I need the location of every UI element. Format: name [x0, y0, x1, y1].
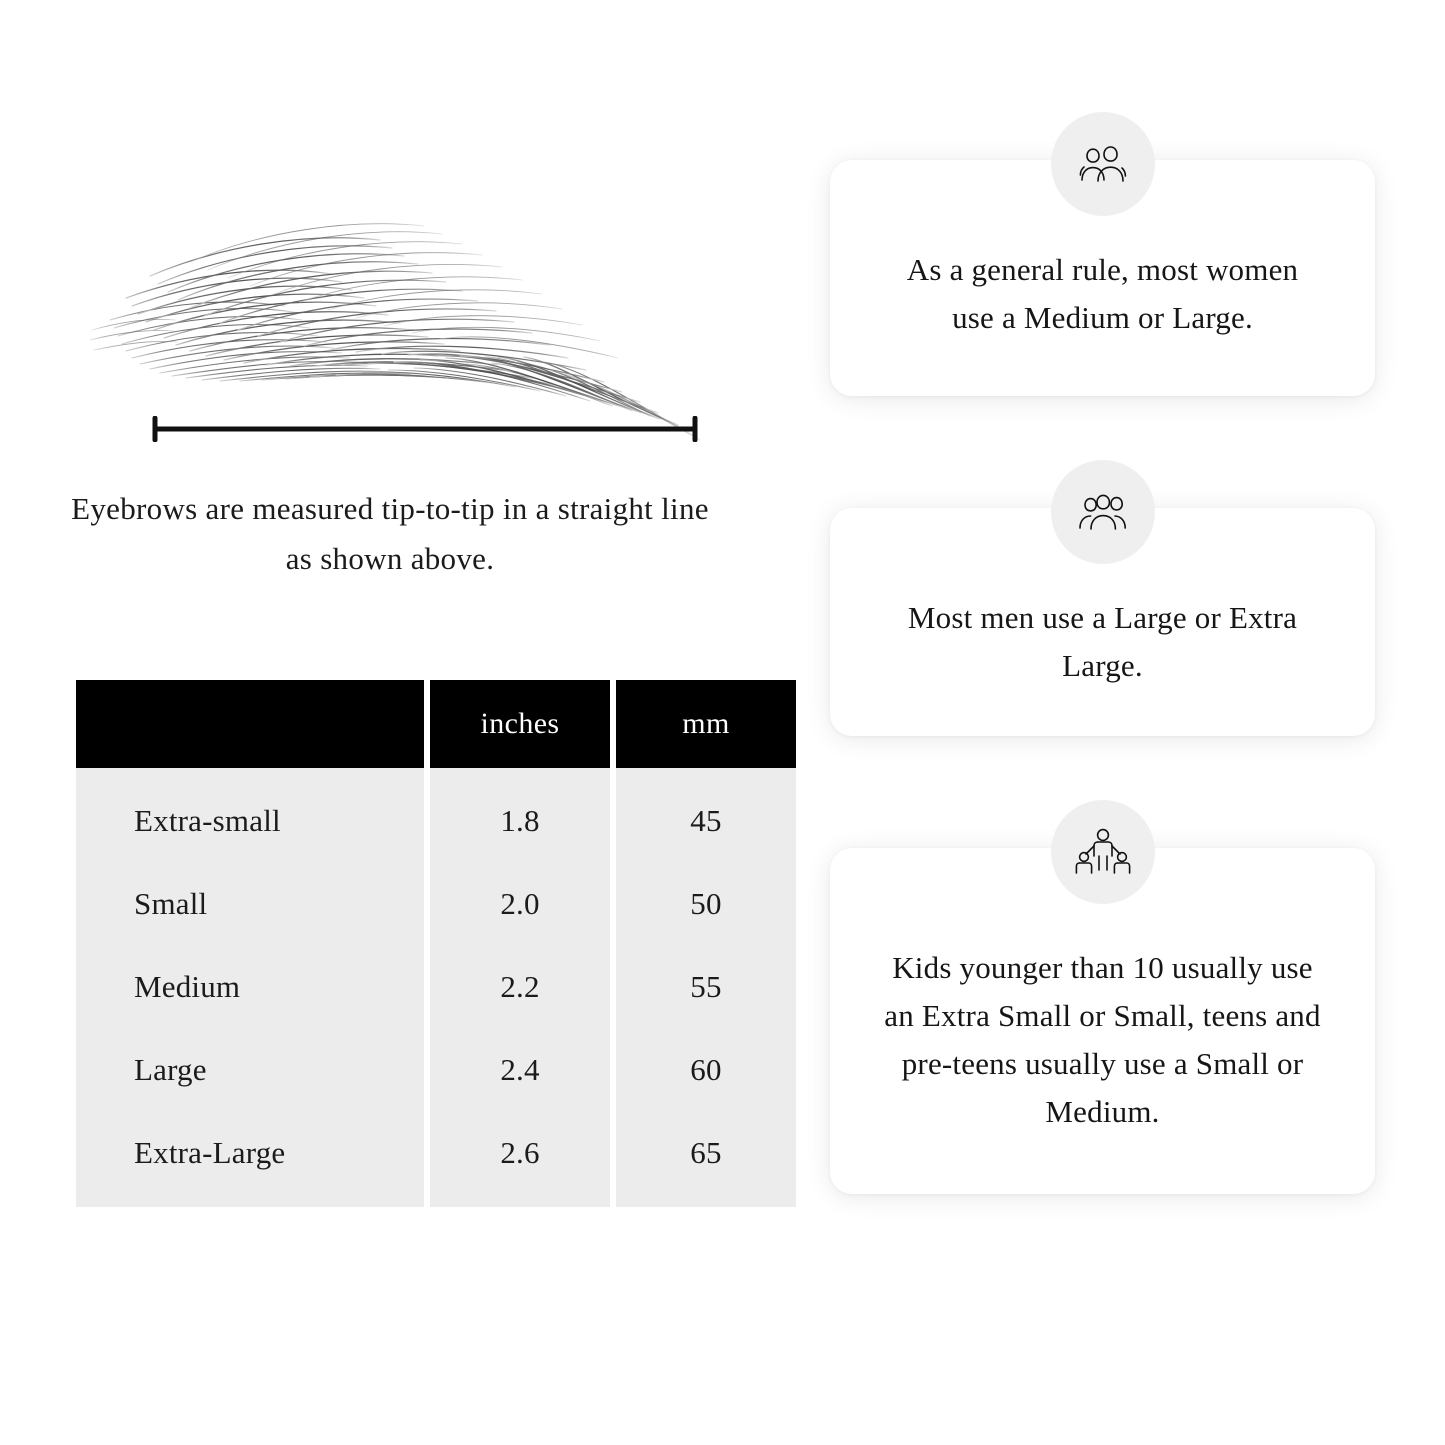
column-header-size [76, 680, 424, 768]
men-group-icon [1051, 460, 1155, 564]
kids-group-icon [1051, 800, 1155, 904]
right-column [830, 160, 1375, 1282]
table-row [76, 1111, 796, 1207]
size-inches: 2.4 [430, 1028, 610, 1111]
size-inches: 1.8 [430, 768, 610, 862]
figure-caption: Eyebrows are measured tip-to-tip in a straight line as shown above. [71, 491, 709, 577]
table-row [76, 945, 796, 1028]
table-row [76, 1028, 796, 1111]
size-inches: 2.6 [430, 1111, 610, 1207]
women-group-icon [1051, 112, 1155, 216]
card-text: As a general rule, most women use a Medium or Large. [830, 160, 1375, 396]
size-mm: 60 [616, 1028, 796, 1111]
size-label: Medium [76, 945, 424, 1028]
size-label: Extra-Large [76, 1111, 424, 1207]
tip-to-tip-measurement-bar [150, 416, 700, 442]
size-label: Small [76, 862, 424, 945]
card-text: Most men use a Large or Extra Large. [830, 508, 1375, 736]
table-header [76, 680, 796, 768]
eyebrow-figure [80, 170, 720, 460]
column-header-mm: mm [616, 680, 796, 768]
info-card-women [830, 160, 1375, 396]
size-mm: 50 [616, 862, 796, 945]
card-text: Kids younger than 10 usually use an Extra Small or Small, teens and pre-teens usually use a Small or Medium. [830, 848, 1375, 1194]
table-header-row [76, 680, 796, 768]
size-label: Extra-small [76, 768, 424, 862]
size-inches: 2.2 [430, 945, 610, 1028]
size-mm: 55 [616, 945, 796, 1028]
info-card-kids [830, 848, 1375, 1194]
table-row [76, 768, 796, 862]
left-column [70, 170, 770, 1207]
column-header-inches: inches [430, 680, 610, 768]
table-body [76, 768, 796, 1207]
size-inches: 2.0 [430, 862, 610, 945]
size-chart-table [70, 680, 802, 1207]
table-row [76, 862, 796, 945]
info-card-men [830, 508, 1375, 736]
size-label: Large [76, 1028, 424, 1111]
size-mm: 65 [616, 1111, 796, 1207]
size-mm: 45 [616, 768, 796, 862]
